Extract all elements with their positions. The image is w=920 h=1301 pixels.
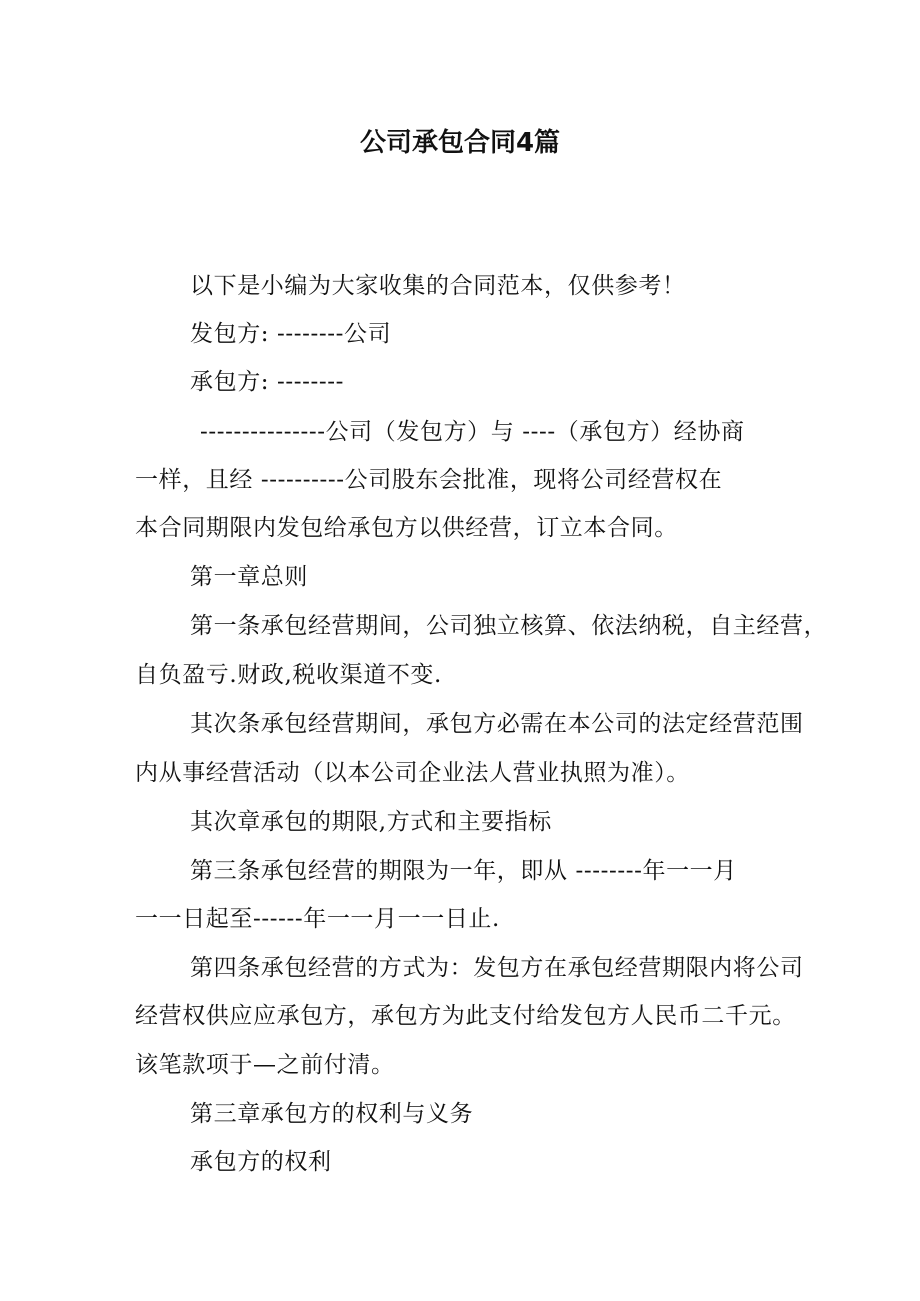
paragraph-line: 该笔款项于—之前付清。 — [135, 1052, 395, 1078]
paragraph-line: 发包方: --------公司 — [190, 321, 392, 347]
paragraph-line: 内从事经营活动（以本公司企业法人营业执照为准）。 — [135, 760, 690, 786]
paragraph-line: 承包方: -------- — [190, 369, 345, 395]
paragraph-line: 承包方的权利 — [190, 1149, 332, 1175]
paragraph-line: 以下是小编为大家收集的合同范本，仅供参考！ — [190, 273, 686, 299]
paragraph-line: 其次条承包经营期间，承包方必需在本公司的法定经营范围 — [190, 711, 804, 737]
paragraph-line: 第一条承包经营期间，公司独立核算、依法纳税，自主经营， — [190, 613, 828, 639]
paragraph-line: 一一日起至------年一一月一一日止. — [135, 906, 500, 932]
paragraph-line: 经营权供应应承包方，承包方为此支付给发包方人民币二千元。 — [135, 1003, 796, 1029]
paragraph-line: 本合同期限内发包给承包方以供经营，订立本合同。 — [135, 515, 678, 541]
paragraph-line: 第三条承包经营的期限为一年，即从 --------年一一月 — [190, 858, 737, 884]
paragraph-line: 第一章总则 — [190, 564, 308, 590]
paragraph-line: 其次章承包的期限,方式和主要指标 — [190, 809, 552, 835]
document-title: 公司承包合同4篇 — [359, 128, 561, 158]
paragraph-line: 第四条承包经营的方式为：发包方在承包经营期限内将公司 — [190, 955, 804, 981]
paragraph-line: 一样，且经 ----------公司股东会批准，现将公司经营权在 — [135, 467, 723, 493]
paragraph-line: ---------------公司（发包方）与 ----（承包方）经协商 — [200, 419, 745, 445]
paragraph-line: 自负盈亏.财政,税收渠道不变. — [135, 662, 442, 688]
paragraph-line: 第三章承包方的权利与义务 — [190, 1101, 474, 1127]
